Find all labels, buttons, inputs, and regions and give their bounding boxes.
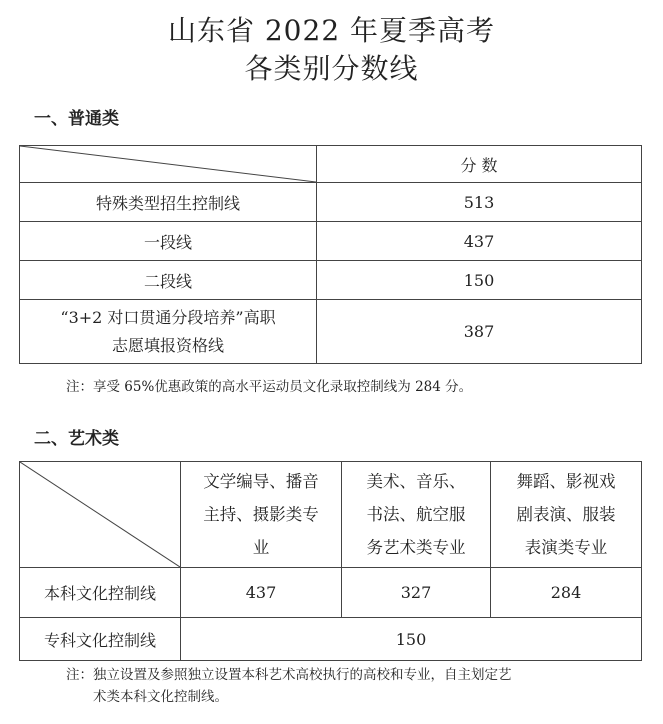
- table-row: [20, 261, 642, 300]
- column-header-line: 业: [252, 538, 270, 557]
- row-value: 437: [181, 568, 342, 618]
- note-arts: [66, 664, 646, 708]
- table-row: [20, 300, 642, 364]
- row-label: 特殊类型招生控制线: [20, 183, 317, 222]
- table-corner-diagonal: [20, 146, 317, 183]
- row-label-line: 志愿填报资格线: [111, 335, 224, 355]
- arts-score-table: [19, 461, 642, 661]
- table-row: [20, 183, 642, 222]
- column-header: [342, 462, 491, 568]
- section-heading-arts: 二、艺术类: [34, 429, 119, 449]
- row-label: 专科文化控制线: [20, 618, 181, 661]
- row-value: 327: [342, 568, 491, 618]
- column-header-score: 分 数: [317, 146, 642, 183]
- column-header-line: 美术、音乐、: [366, 472, 466, 491]
- column-header-line: 舞蹈、影视戏: [516, 472, 616, 491]
- table-row: [20, 568, 642, 618]
- column-header-line: 剧表演、服装: [516, 505, 616, 524]
- row-label: 二段线: [20, 261, 317, 300]
- row-value: 387: [317, 300, 642, 364]
- row-value: 150: [181, 618, 642, 661]
- note-line: 注：独立设置及参照独立设置本科艺术高校执行的高校和专业，自主划定艺: [66, 667, 512, 683]
- row-value: 437: [317, 222, 642, 261]
- column-header-line: 书法、航空服: [366, 505, 466, 524]
- column-header-line: 文学编导、播音: [203, 472, 319, 491]
- row-label-line: “3+2 对口贯通分段培养”高职: [60, 307, 276, 327]
- column-header-line: 主持、摄影类专: [203, 505, 319, 524]
- row-label: 本科文化控制线: [20, 568, 181, 618]
- page-title-line1: 山东省 2022 年夏季高考: [167, 14, 496, 47]
- row-label: [20, 300, 317, 364]
- table-row: [20, 618, 642, 661]
- general-score-table: [19, 145, 642, 364]
- table-row: [20, 222, 642, 261]
- section-heading-general: 一、普通类: [34, 109, 119, 129]
- row-label: 一段线: [20, 222, 317, 261]
- table-corner-diagonal: [20, 462, 181, 568]
- row-value: 150: [317, 261, 642, 300]
- note-line: 术类本科文化控制线。: [93, 689, 228, 705]
- column-header: [181, 462, 342, 568]
- column-header: [491, 462, 642, 568]
- row-value: 513: [317, 183, 642, 222]
- note-general: 注：享受 65%优惠政策的高水平运动员文化录取控制线为 284 分。: [66, 379, 473, 395]
- column-header-line: 表演类专业: [524, 538, 608, 557]
- column-header-line: 务艺术类专业: [366, 538, 466, 557]
- page-title-line2: 各类别分数线: [244, 52, 419, 85]
- row-value: 284: [491, 568, 642, 618]
